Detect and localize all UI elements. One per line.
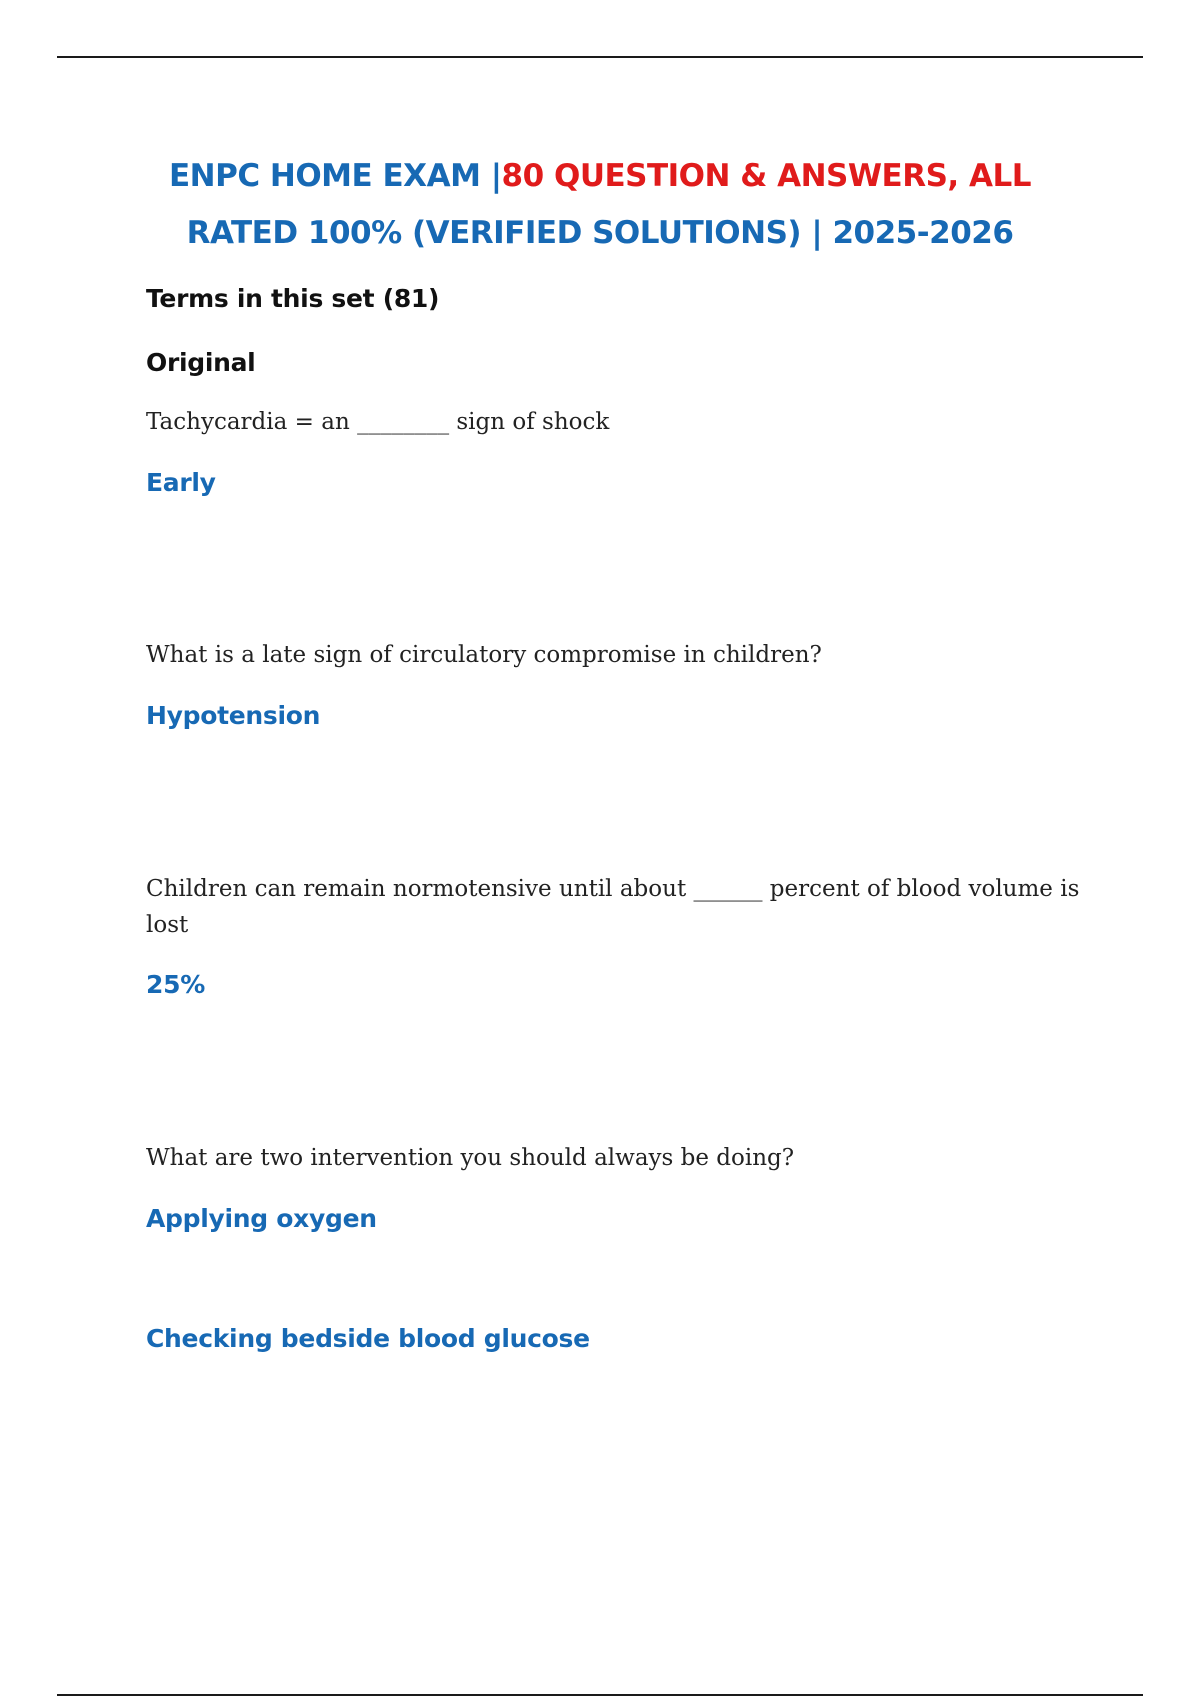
question-4: What are two intervention you should always be doing? bbox=[146, 1145, 795, 1171]
answer-4b: Checking bedside blood glucose bbox=[146, 1324, 590, 1353]
title-line-2: RATED 100% (VERIFIED SOLUTIONS) | 2025-2026 bbox=[186, 215, 1014, 251]
answer-1: Early bbox=[146, 468, 216, 497]
title-part-1: ENPC HOME EXAM | bbox=[169, 158, 502, 194]
section-label: Original bbox=[146, 348, 256, 377]
question-2: What is a late sign of circulatory compromise in children? bbox=[146, 642, 822, 668]
document-title bbox=[120, 148, 1080, 262]
top-rule bbox=[57, 56, 1143, 58]
answer-3: 25% bbox=[146, 970, 205, 999]
question-1: Tachycardia = an ________ sign of shock bbox=[146, 409, 610, 435]
terms-count-label: Terms in this set (81) bbox=[146, 284, 440, 313]
answer-2: Hypotension bbox=[146, 701, 321, 730]
question-3: Children can remain normotensive until about ______ percent of blood volume is lost bbox=[146, 876, 1080, 938]
bottom-rule bbox=[57, 1694, 1143, 1696]
answer-4a: Applying oxygen bbox=[146, 1204, 377, 1233]
title-part-2: 80 QUESTION & ANSWERS, ALL bbox=[501, 158, 1031, 194]
